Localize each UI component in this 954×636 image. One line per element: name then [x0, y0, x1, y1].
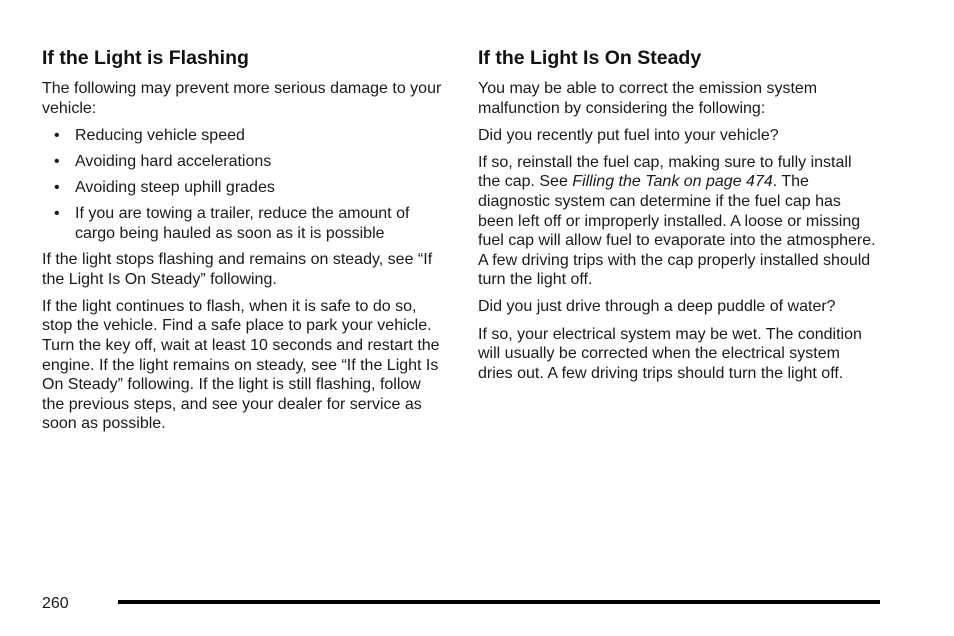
fuel-answer — [478, 153, 878, 290]
bullet-icon: • — [54, 152, 60, 170]
list-item-text: If you are towing a trailer, reduce the amount of cargo being hauled as soon as it is possible — [75, 204, 410, 242]
water-question: Did you just drive through a deep puddle of water? — [478, 298, 836, 316]
list-item — [42, 204, 444, 243]
flashing-stops-paragraph: If the light stops flashing and remains on steady, see “If the Light Is On Steady” following. — [42, 251, 433, 288]
list-item — [42, 178, 444, 198]
flashing-bullet-list — [42, 126, 444, 243]
water-answer: If so, your electrical system may be wet. The condition will usually be corrected when the electrical system dries out. A few driving trips should turn the light off. — [478, 325, 862, 382]
flashing-continues-paragraph: If the light continues to flash, when it is safe to do so, stop the vehicle. Find a safe place to park your vehicle. Turn the key off, wait at least 10 seconds and restart the engine. If the light remains on steady, see “If the Light Is On Steady” following. If the light is still flashing, follow the previous steps, and see your dealer for service as soon as possible. — [42, 297, 440, 433]
section-heading-steady: If the Light Is On Steady — [478, 47, 702, 69]
fuel-answer-text-start: If so, reinstall the fuel cap, making sure to fully install the cap. See — [478, 153, 852, 191]
bullet-icon: • — [54, 178, 60, 196]
flashing-intro: The following may prevent more serious damage to your vehicle: — [42, 80, 442, 117]
bullet-icon: • — [54, 204, 60, 222]
left-column — [42, 46, 444, 442]
list-item-text: Avoiding steep uphill grades — [75, 178, 275, 196]
steady-intro: You may be able to correct the emission system malfunction by considering the following: — [478, 80, 818, 117]
list-item-text: Avoiding hard accelerations — [75, 152, 272, 170]
page-number: 260 — [42, 595, 69, 612]
list-item-text: Reducing vehicle speed — [75, 126, 245, 144]
filling-tank-reference: Filling the Tank on page 474 — [572, 173, 773, 191]
list-item — [42, 152, 444, 172]
bullet-icon: • — [54, 126, 60, 144]
section-heading-flashing: If the Light is Flashing — [42, 47, 249, 69]
right-column — [478, 46, 878, 391]
footer-divider — [118, 600, 880, 604]
fuel-question: Did you recently put fuel into your vehicle? — [478, 126, 779, 144]
list-item — [42, 126, 444, 146]
fuel-answer-text-end: . The diagnostic system can determine if the fuel cap has been left off or improperly installed. A loose or missing fuel cap will allow fuel to evaporate into the atmosphere. A few driving trips with the cap properly installed should turn the light off. — [478, 173, 876, 289]
